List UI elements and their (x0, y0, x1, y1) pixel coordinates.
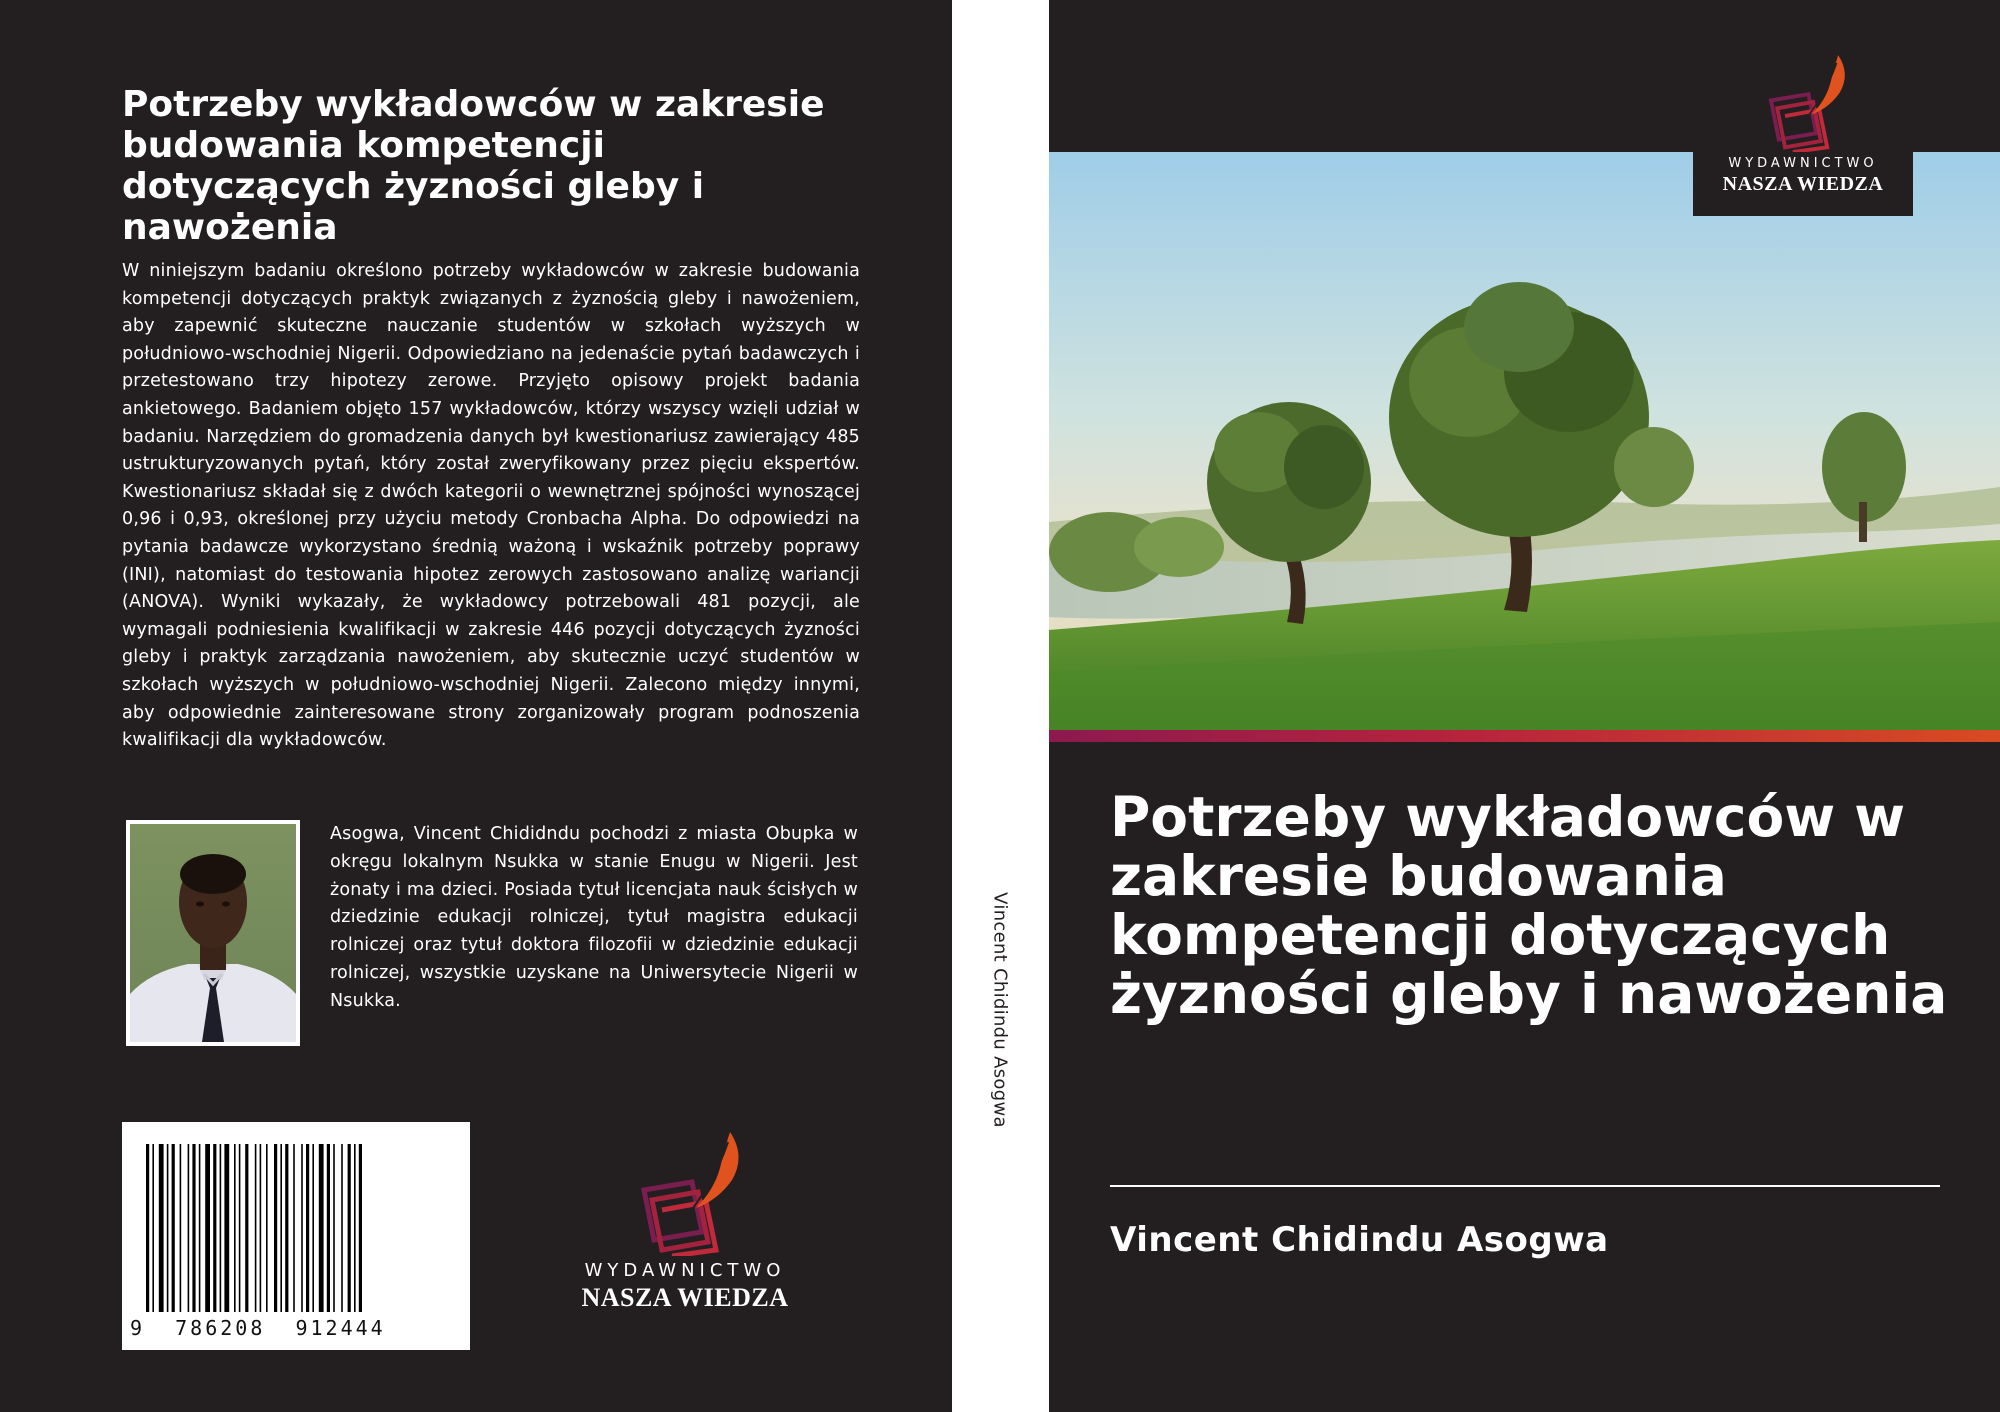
title-divider (1110, 1185, 1940, 1187)
barcode-bar-17 (260, 1144, 262, 1312)
barcode-bar-25 (312, 1144, 314, 1312)
front-cover-author: Vincent Chidindu Asogwa (1110, 1220, 1609, 1260)
isbn-number: 9 786208 912444 (130, 1316, 386, 1340)
barcode-bar-30 (348, 1144, 351, 1312)
publisher-label: WYDAWNICTWO (1728, 156, 1878, 171)
barcode-bar-13 (234, 1144, 236, 1312)
barcode-bar-0 (146, 1144, 149, 1312)
isbn-barcode (122, 1122, 470, 1350)
publisher-books-quill-icon (1743, 52, 1863, 152)
publisher-label: WYDAWNICTWO (584, 1260, 786, 1281)
barcode-bar-15 (245, 1144, 248, 1312)
author-photo (126, 820, 300, 1046)
barcode-bar-6 (188, 1144, 190, 1312)
publisher-name: NASZA WIEDZA (1722, 173, 1884, 195)
barcode-bar-21 (285, 1144, 288, 1312)
publisher-logo-back (560, 1128, 810, 1313)
back-cover-title: Potrzeby wykładowców w zakresie budowania kompetencji dotyczących żyzności gleby i nawożenia (122, 84, 825, 248)
barcode-bar-4 (172, 1144, 175, 1312)
publisher-name: NASZA WIEDZA (581, 1283, 789, 1312)
back-cover-abstract: W niniejszym badaniu określono potrzeby wykładowców w zakresie budowania kompetencji dotyczących praktyk związanych z żyznością gleby i nawożeniem, aby zapewnić skuteczne nauczanie studentów w szkołach wyższych w południowo-wschodniej Nigerii. Odpowiedziano na jedenaście pytań badawczych i przetestowano trzy hipotezy zerowe. Przyjęto opisowy projekt badania ankietowego. Badaniem objęto 157 wykładowców, którzy wszyscy wzięli udział w badaniu. Narzędziem do gromadzenia danych był kwestionariusz zawierający 485 ustrukturyzowanych pytań, który został zweryfikowany przez pięciu ekspertów. Kwestionariusz składał się z dwóch kategorii o wewnętrznej spójności wynoszącej 0,96 i 0,93, określonej przy użyciu metody Cronbacha Alpha. Do odpowiedzi na pytania badawcze wykorzystano średnią ważoną i wskaźnik potrzeby poprawy (INI), natomiast do testowania hipotez zerowych zastosowano analizę wariancji (ANOVA). Wyniki wykazały, że wykładowcy potrzebowali 481 pozycji, ale wymagali podniesienia kwalifikacji w zakresie 446 pozycji dotyczących żyzności gleby i praktyk zarządzania nawożeniem, aby skutecznie uczyć studentów w szkołach wyższych w południowo-wschodniej Nigerii. Zalecono między innymi, aby odpowiednie zainteresowane strony zorganizowały program podnoszenia kwalifikacji dla wykładowców. (122, 261, 860, 751)
front-cover-title: Potrzeby wykładowców w zakresie budowania kompetencji dotyczących żyzności gleby i nawożenia (1110, 785, 1948, 1026)
barcode-bar-19 (274, 1144, 277, 1312)
barcode-bar-11 (220, 1144, 222, 1312)
barcode-bar-9 (205, 1144, 210, 1312)
barcode-bar-32 (359, 1144, 362, 1312)
barcode-bar-27 (327, 1144, 330, 1312)
publisher-logo-front (1693, 52, 1913, 216)
spine-author: Vincent Chidindu Asogwa (989, 892, 1011, 1128)
barcode-bar-1 (152, 1144, 154, 1312)
barcode-bar-28 (333, 1144, 335, 1312)
barcode-bar-14 (239, 1144, 241, 1312)
barcode-bar-31 (354, 1144, 356, 1312)
barcode-bar-5 (180, 1144, 182, 1312)
spine (952, 0, 1049, 1412)
publisher-books-quill-icon (610, 1128, 760, 1256)
cover-accent-stripe (1049, 730, 2000, 742)
barcode-bar-23 (301, 1144, 303, 1312)
barcode-bar-26 (319, 1144, 324, 1312)
barcode-bar-22 (293, 1144, 295, 1312)
cover-landscape-image (1049, 152, 2000, 730)
barcode-bar-18 (266, 1144, 268, 1312)
barcode-bar-2 (159, 1144, 164, 1312)
author-bio: Asogwa, Vincent Chididndu pochodzi z miasta Obupka w okręgu lokalnym Nsukka w stanie Enugu w Nigerii. Jest żonaty i ma dzieci. Posiada tytuł licencjata nauk ścisłych w dziedzinie edukacji rolniczej, tytuł magistra edukacji rolniczej oraz tytuł doktora filozofii w dziedzinie edukacji rolniczej, wszystkie uzyskane na Uniwersytecie Nigerii w Nsukka. (330, 824, 858, 1011)
barcode-bar-20 (280, 1144, 282, 1312)
barcode-bar-12 (224, 1144, 229, 1312)
barcode-bar-3 (167, 1144, 169, 1312)
barcode-bar-7 (192, 1144, 195, 1312)
barcode-bars (144, 1144, 444, 1312)
barcode-bar-16 (255, 1144, 257, 1312)
barcode-bar-8 (199, 1144, 201, 1312)
barcode-bar-24 (306, 1144, 309, 1312)
barcode-bar-10 (213, 1144, 216, 1312)
barcode-bar-29 (341, 1144, 343, 1312)
